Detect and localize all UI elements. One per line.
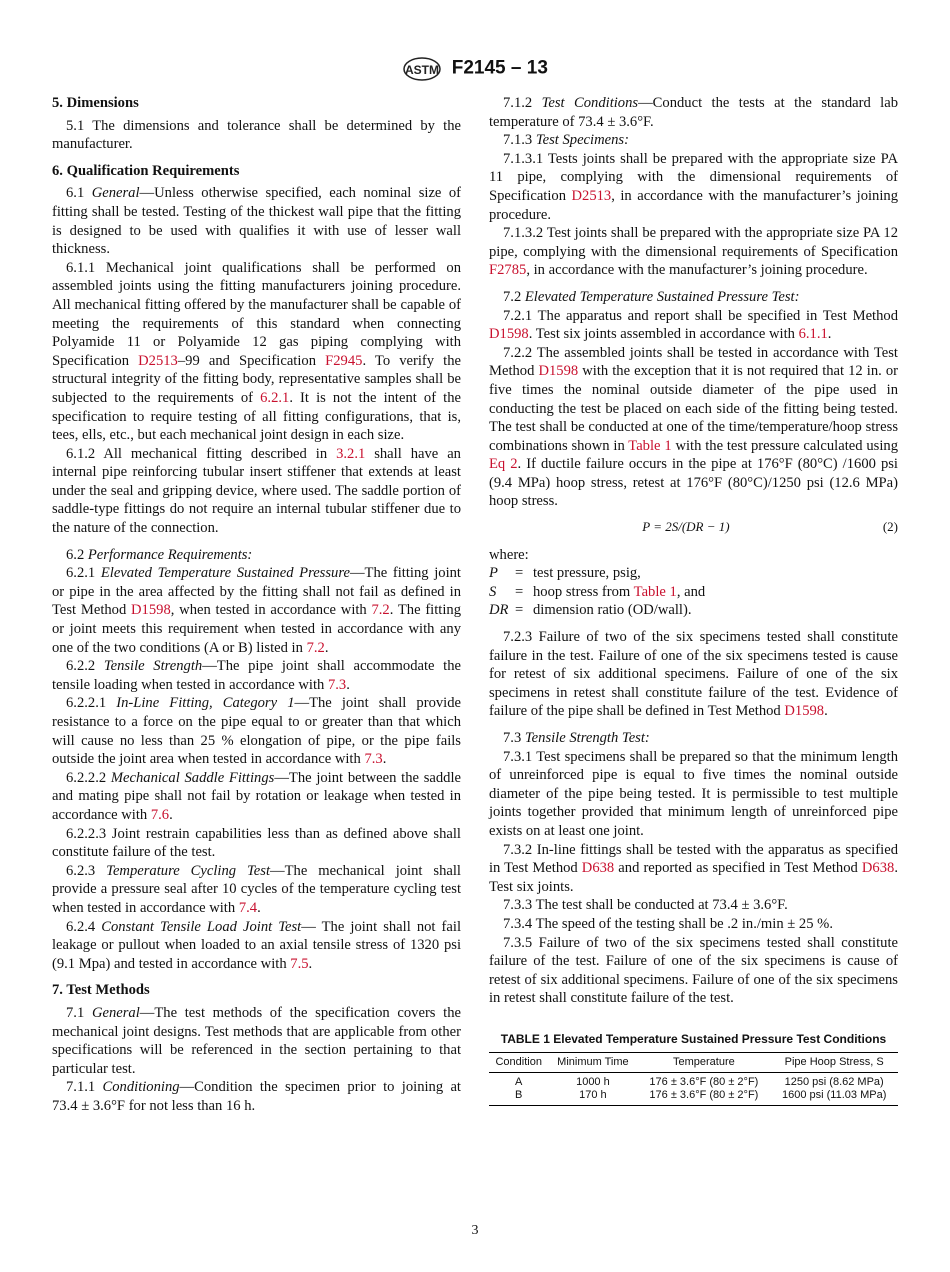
text: and reported as specified in Test Method: [614, 860, 862, 877]
paragraph: [489, 94, 898, 131]
text: 6.1.2 All mechanical fitting described in: [66, 445, 337, 462]
variable-description: [533, 601, 691, 620]
text: 7.2: [503, 288, 525, 305]
paragraph: [52, 117, 461, 154]
text: 6.2.4: [66, 918, 102, 935]
paragraph: [52, 862, 461, 918]
text: 6. Qualification Requirements: [52, 162, 240, 179]
text: 7. Test Methods: [52, 982, 150, 999]
text: , in accordance with the manufacturer’s joining procedure.: [526, 262, 868, 279]
column-header: Pipe Hoop Stress, S: [770, 1052, 898, 1072]
reference-link[interactable]: 7.3: [327, 676, 347, 693]
text: . To verify the structural integrity of the fitting body, representative samples shall be subjected to the requirements of: [52, 352, 461, 406]
reference-link[interactable]: Table 1: [628, 437, 672, 454]
italic-text: Constant Tensile Load Joint Test: [101, 918, 302, 935]
text: .: [346, 676, 350, 693]
text: hoop stress from: [533, 583, 634, 600]
italic-text: Temperature Cycling Test: [106, 862, 271, 879]
paragraph: [52, 184, 461, 258]
reference-link[interactable]: D1598: [538, 363, 579, 380]
reference-link[interactable]: F2785: [489, 262, 527, 279]
text: —The joint shall provide resistance to a force on the pipe equal to or greater than that which will cause no less than 25 % elongation of pipe, or the pipe fails outside the joint area when tested in accordance with: [52, 695, 461, 768]
variable-definition: [489, 583, 898, 602]
text: 7.1.1: [66, 1079, 103, 1096]
table-1: [489, 1032, 898, 1106]
reference-link[interactable]: Table 1: [633, 583, 677, 600]
italic-text: Tensile Strength: [103, 658, 203, 675]
text: –99 and Specification: [177, 352, 326, 369]
reference-link[interactable]: 7.2: [371, 602, 390, 619]
text: 6.2: [66, 546, 88, 563]
equals-sign: =: [515, 565, 524, 582]
paragraph: [489, 288, 898, 307]
reference-link[interactable]: D1598: [131, 602, 171, 619]
reference-link[interactable]: D638: [581, 860, 615, 877]
paragraph: [52, 825, 461, 862]
italic-text: Test Specimens:: [535, 132, 629, 149]
paragraph: [489, 934, 898, 1008]
text: 6.2.1: [66, 565, 101, 582]
paragraph: [489, 896, 898, 915]
paragraph: [489, 748, 898, 841]
paragraph: [489, 131, 898, 150]
text: 5. Dimensions: [52, 95, 139, 111]
table-cell: 176 ± 3.6°F (80 ± 2°F): [649, 1088, 759, 1101]
section-heading: [52, 162, 461, 181]
astm-logo-icon: [402, 56, 442, 82]
column-header: Condition: [489, 1052, 548, 1072]
italic-text: Conditioning: [102, 1079, 180, 1096]
paragraph: [489, 915, 898, 934]
column-header: Temperature: [637, 1052, 770, 1072]
svg-text:ASTM: ASTM: [405, 63, 440, 77]
reference-link[interactable]: 7.2: [306, 639, 325, 656]
paragraph: [52, 546, 461, 565]
text: 6.2.2: [66, 658, 104, 675]
variable-symbol: DR: [489, 602, 509, 619]
reference-link[interactable]: 6.2.1: [260, 389, 290, 406]
text: . Test six joints assembled in accordance with: [528, 326, 799, 343]
reference-link[interactable]: 3.2.1: [336, 445, 366, 462]
table-caption: TABLE 1 Elevated Temperature Sustained Pressure Test Conditions: [500, 1031, 887, 1046]
text: 7.1.3.1 Tests joints shall be prepared with the appropriate size PA 11 pipe, complying with the dimensional requirements of Specification: [489, 150, 898, 204]
reference-link[interactable]: Eq 2: [489, 456, 518, 473]
table-cell: 1250 psi (8.62 MPa): [784, 1075, 884, 1088]
paragraph: [52, 694, 461, 768]
italic-text: Performance Requirements:: [87, 546, 253, 563]
text: . The fitting or joint meets this requirement when tested in accordance with any one of the two conditions (A or B) listed in: [52, 602, 461, 656]
table-cell: 1600 psi (11.03 MPa): [782, 1088, 887, 1101]
text: , in accordance with the manufacturer’s joining procedure.: [489, 187, 898, 223]
italic-text: Test Conditions: [541, 95, 639, 111]
equals-sign: =: [515, 602, 524, 619]
reference-link[interactable]: 7.4: [238, 899, 258, 916]
text: 7.3.4 The speed of the testing shall be .2 in./min ± 25 %.: [503, 915, 833, 932]
page-header: [0, 56, 950, 82]
text: —Condition the specimen prior to joining at 73.4 ± 3.6°F for not less than 16 h.: [52, 1079, 461, 1114]
variable-symbol: P: [489, 565, 498, 582]
table-row: [489, 1072, 898, 1089]
table-body: [489, 1072, 898, 1105]
text: 7.3.3 The test shall be conducted at 73.4 ± 3.6°F.: [503, 897, 788, 914]
text: — The joint shall not fail leakage or pullout when loaded to an axial tensile stress of 1320 psi (9.1 Mpa) and tested in accordance with: [52, 918, 461, 972]
reference-link[interactable]: 7.6: [150, 806, 170, 823]
section-heading: [52, 94, 461, 113]
text: 7.3.1 Test specimens shall be prepared so that the minimum length of unreinforced pipe is equal to five times the nominal outside diameter of the pipe being tested. It is permissible to test multiple joints together provided that minimum length of unreinforced pipe exists on at least one joint.: [489, 748, 898, 839]
paragraph: [489, 841, 898, 897]
paragraph: [52, 1078, 461, 1115]
text: .: [257, 899, 261, 916]
reference-link[interactable]: D2513: [571, 187, 612, 204]
text: . It is not the intent of the specification to require testing of all fitting configurations, that is, tees, ells, etc., but each mechanical joint design in each size.: [52, 389, 461, 444]
text: , when tested in accordance with: [170, 602, 372, 619]
paragraph: [489, 307, 898, 344]
text: .: [824, 703, 828, 720]
italic-text: General: [91, 1004, 140, 1021]
text: 7.2.1 The apparatus and report shall be specified in Test Method: [503, 307, 898, 324]
paragraph: [489, 150, 898, 224]
text: —Conduct the tests at the standard lab temperature of 73.4 ± 3.6°F.: [489, 95, 899, 130]
reference-link[interactable]: 7.5: [290, 955, 309, 972]
text: , and: [676, 583, 706, 600]
variable-definition: [489, 564, 898, 583]
equation-number: (2): [882, 519, 898, 535]
italic-text: Tensile Strength Test:: [524, 730, 650, 746]
text: 7.2.3 Failure of two of the six specimens tested shall constitute failure in the test. Failure of one of the six specimens tested is cause for retest of six additional specimens. Failure of one of the six specimens in retest shall constitute failure of the test. Evidence of failure of the pipe shall be defined in Test Method: [489, 629, 898, 720]
text: 6.2.3: [66, 862, 107, 879]
where-label: where:: [489, 546, 529, 563]
text: .: [324, 639, 329, 656]
paragraph: [52, 445, 461, 538]
paragraph: [52, 564, 461, 657]
table-header-row: [489, 1052, 898, 1072]
text: 6.1: [66, 185, 92, 202]
paragraph: [489, 729, 898, 748]
text: dimension ratio (OD/wall).: [533, 602, 692, 619]
paragraph: [489, 344, 898, 511]
italic-text: General: [91, 185, 140, 202]
paragraph: [52, 769, 461, 825]
column-header: Minimum Time: [548, 1052, 637, 1072]
text: .: [827, 326, 832, 343]
table-row: [489, 1089, 898, 1106]
variable-symbol: S: [489, 583, 497, 600]
text: 6.2.2.3 Joint restrain capabilities less than as defined above shall constitute failure of the test.: [52, 825, 461, 861]
text: 6.1.1 Mechanical joint qualifications shall be performed on assembled joints using the fitting manufacturers joining procedure. All mechanical fitting offered by the manufacturer shall be capable of meeting the requirements of this standard when connecting Polyamide 11 or Polyamide 12 gas piping complying with Specification: [52, 259, 461, 369]
text: 7.1.2: [503, 95, 542, 111]
text: 6.2.2.2: [66, 769, 111, 786]
text: —The pipe joint shall accommodate the tensile loading when tested in accordance with: [52, 658, 461, 693]
reference-link[interactable]: D638: [861, 860, 895, 877]
italic-text: In-Line Fitting, Category 1: [116, 695, 295, 712]
table-cell: 170 h: [579, 1088, 607, 1101]
text: test pressure, psig,: [533, 565, 641, 582]
table-cell: A: [515, 1075, 523, 1088]
text: —Unless otherwise specified, each nominal size of fitting shall be tested. Testing of the thickest wall pipe that the fitting is designed to be used with qualifies it with use of lesser wall thickness.: [52, 185, 461, 258]
text: .: [169, 806, 173, 823]
text: 7.3.2 In-line fittings shall be tested with the apparatus as specified in Test Method: [489, 841, 898, 877]
paragraph: [52, 918, 461, 974]
reference-link[interactable]: D1598: [489, 326, 529, 343]
text: . Test six joints.: [489, 860, 898, 895]
text: 6.2.2.1: [66, 695, 117, 712]
text: 7.3: [503, 730, 525, 746]
right-sections-a: [489, 94, 898, 511]
reference-link[interactable]: 7.3: [364, 751, 383, 768]
page-number: 3: [471, 1223, 479, 1238]
italic-text: Elevated Temperature Sustained Pressure: [100, 565, 350, 582]
text: shall have an internal pipe reinforcing tubular insert stiffener that extends at least under the seal and gripping device, where used. The saddle portion of saddle-type fittings do not require an internal tubular stiffener due to the nature of the connection.: [52, 445, 461, 537]
table-cell: 1000 h: [576, 1075, 610, 1088]
equals-sign: =: [515, 583, 524, 600]
paragraph: [489, 628, 898, 721]
text: . If ductile failure occurs in the pipe at 176°F (80°C) /1600 psi (9.4 MPa) hoop stress, retest at 176°F (80°C)/1250 psi (12.6 MPa) hoop stress.: [489, 456, 898, 510]
text: with the test pressure calculated using: [671, 437, 898, 454]
text: 7.3.5 Failure of two of the six specimens tested shall constitute failure of the test. Failure of one of the six specimens is cause of retest of six additional specimens. Failure of one of the six specimens in retest shall constitute failure of the test.: [489, 934, 898, 1007]
text: —The mechanical joint shall provide a pressure seal after 10 cycles of the temperature cycling test when tested in accordance with: [52, 862, 461, 916]
paragraph: [489, 224, 898, 280]
reference-link[interactable]: D1598: [784, 703, 825, 720]
text: with the exception that it is not required that 12 in. or five times the nominal outside diameter of the pipe used in conducting the test be placed on each side of the fitting being tested. The test shall be conducted at one of the time/temperature/hoop stress combinations shown in: [489, 363, 898, 454]
equation-2: [489, 518, 898, 537]
italic-text: Mechanical Saddle Fittings: [110, 769, 275, 786]
variable-description: [533, 564, 641, 583]
table-cell: B: [515, 1088, 523, 1101]
table-cell: 176 ± 3.6°F (80 ± 2°F): [649, 1075, 759, 1088]
text: .: [382, 751, 387, 768]
right-column: [489, 94, 898, 1106]
italic-text: Elevated Temperature Sustained Pressure Test:: [524, 288, 800, 305]
variable-description: [533, 583, 705, 602]
text: 7.1: [66, 1004, 92, 1021]
text: —The test methods of the specification covers the mechanical joint designs. Test methods that are applicable from other specifications will be referenced in the section pertaining to that particular test.: [52, 1004, 461, 1077]
text: —The joint between the saddle and mating pipe shall not fail by rotation or leakage when tested in accordance with: [52, 769, 461, 823]
right-sections-b: [489, 628, 898, 1008]
text: 7.1.3: [503, 132, 536, 149]
section-heading: [52, 981, 461, 1000]
reference-link[interactable]: D2513: [138, 352, 178, 369]
paragraph: [52, 259, 461, 445]
text: —The fitting joint or pipe in the area affected by the fitting shall not fail as defined in Test Method: [52, 565, 461, 619]
text: .: [308, 955, 313, 972]
designation: F2145 – 13: [451, 57, 548, 79]
text: 7.2.2 The assembled joints shall be tested in accordance with Test Method: [489, 344, 898, 380]
paragraph: [52, 1004, 461, 1078]
variable-list: [489, 564, 898, 620]
reference-link[interactable]: F2945: [325, 352, 363, 369]
paragraph: [52, 657, 461, 694]
left-column: [52, 94, 461, 1115]
text: 5.1 The dimensions and tolerance shall be determined by the manufacturer.: [52, 117, 461, 153]
text: 7.1.3.2 Test joints shall be prepared with the appropriate size PA 12 pipe, complying with the dimensional requirements of Specification: [489, 225, 898, 260]
reference-link[interactable]: 6.1.1: [798, 326, 828, 343]
equation-formula: P = 2S/(DR − 1): [642, 519, 730, 535]
variable-definition: [489, 601, 898, 620]
